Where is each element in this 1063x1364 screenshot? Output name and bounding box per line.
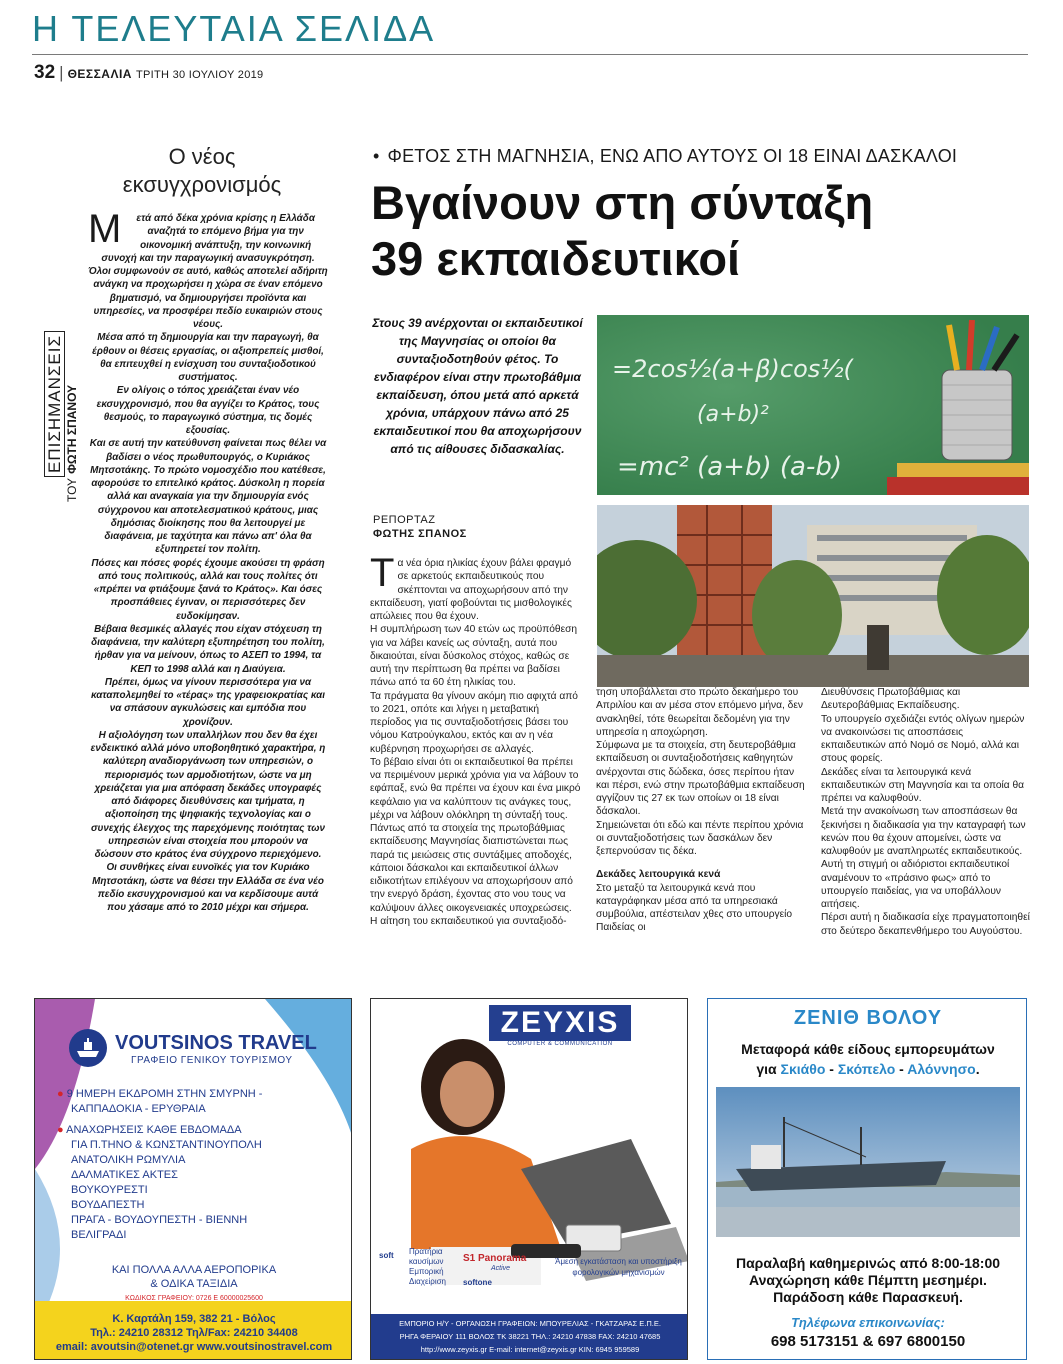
zenith-schedule <box>708 1255 1027 1306</box>
book <box>887 477 1029 495</box>
article-paragraph: Σημειώνεται ότι εδώ και πέντε περίπου χρόνια οι συνταξιοδοτήσεις των δασκάλων δεν ξεπερνούσαν τις δέκα. <box>596 819 804 857</box>
cargo-ship-photo <box>716 1087 1020 1237</box>
opinion-paragraph: Μέσα από τη δημιουργία και την παραγωγή, θα έρθουν οι θέσεις εργασίας, οι αξιοπρεπείς μισθοί, θα επιτευχθεί η ενίσχυση του συνταξιοδοτικού συστήματος. <box>92 332 324 383</box>
article-paragraph: Τα νέα όρια ηλικίας έχουν βάλει φραγμό σε αρκετούς εκπαιδευτικούς που σκέπτονται να αποχωρήσουν από την εκπαίδευση, γιατί φοβούνται τις μισθολογικές απώλειες που θα έχουν. <box>370 551 572 622</box>
article-paragraph: Πάντως από τα στοιχεία της πρωτοβάθμιας εκπαίδευσης Μαγνησίας διαπιστώνεται πως παρά τις μειώσεις στις συντάξιμες αποδοχές, κάποιοι δάσκαλοι και εκπαιδευτικοί άλλων ειδικοτήτων επιλέγουν να αποχωρήσουν από την ενεργό δράση, έχοντας στο νου τους να καλύψουν άλλες οικογενειακές υποχρεώσεις. <box>370 823 573 914</box>
tree <box>752 560 842 670</box>
report-author: ΦΩΤΗΣ ΣΠΑΝΟΣ <box>373 528 467 540</box>
voutsinos-offer-1: ● 9 ΗΜΕΡΗ ΕΚΔΡΟΜΗ ΣΤΗΝ ΣΜΥΡΝΗ - ΚΑΠΠΑΔΟΚΙΑ - ΕΡΥΘΡΑΙΑ <box>57 1088 263 1115</box>
formula-2: (a+b)² <box>697 402 769 427</box>
zenith-pickup: Παραλαβή καθημερινώς από 8:00-18:00 <box>735 1255 1001 1271</box>
pencil-red <box>969 320 972 370</box>
voutsinos-web[interactable]: email: avoutsin@otenet.gr www.voutsinostravel.com <box>55 1341 333 1353</box>
ad-zenith-volou[interactable] <box>707 998 1027 1360</box>
issue-date: ΤΡΙΤΗ 30 ΙΟΥΛΙΟΥ 2019 <box>135 69 264 81</box>
article-kicker: • ΦΕΤΟΣ ΣΤΗ ΜΑΓΝΗΣΙΑ, ΕΝΩ ΑΠΟ ΑΥΤΟΥΣ ΟΙ 18 ΕΙΝΑΙ ΔΑΣΚΑΛΟΙ <box>373 146 958 166</box>
ad-voutsinos-travel[interactable] <box>34 998 352 1360</box>
dest-skiathos: Σκιάθο <box>780 1061 826 1077</box>
school-building-illustration <box>597 505 1029 687</box>
opinion-title: Ο νέος εκσυγχρονισμός <box>122 144 282 197</box>
byline-prefix: ΤΟΥ <box>65 477 79 502</box>
zenith-title: ΖΕΝΙΘ ΒΟΛΟΥ <box>793 1007 943 1029</box>
article-paragraph: Στο μεταξύ τα λειτουργικά κενά που καταγράφηκαν μέσα από τα υπηρεσιακά συμβούλια, απέστειλαν χθες στο υπουργείο Παιδείας οι <box>596 882 793 934</box>
opinion-paragraph: Βέβαια θεσμικές αλλαγές που είχαν στόχευση τη διαφάνεια, την καλύτερη εξυπηρέτηση του πολίτη, ήρθαν για να μείνουν, όπως το ΑΣΕΠ το 1994, τα ΚΕΠ το 1998 αλλά και η Διαύγεια. <box>91 623 325 675</box>
folio <box>34 62 263 84</box>
article-paragraph: Διευθύνσεις Πρωτοβάθμιας και Δευτεροβάθμιας Εκπαίδευσης. <box>821 687 961 712</box>
article-subheading: Δεκάδες λειτουργικά κενά <box>596 869 721 881</box>
zenith-departure: Αναχώρηση κάθε Πέμπτη μεσημέρι. <box>749 1272 987 1288</box>
opinion-paragraph: Μ ετά από δέκα χρόνια κρίσης η Ελλάδα αναζητά το επόμενο βήμα για την οικονομική ανάπτυξη, την κοινωνική συνοχή και την παραγωγική ανασυγκρότηση. <box>88 207 315 264</box>
opinion-paragraph: Όλοι συμφωνούν σε αυτό, καθώς αποτελεί αδήριτη ανάγκη να προχωρήσει η χώρα σε έναν επόμενο βηματισμό, να δημιουργήσει προϊόντα και υπηρεσίες, να προσφέρει πεδίο ευκαιριών στους νέους. <box>88 266 328 330</box>
zeyxis-logo: ZEYXIS <box>489 1005 631 1041</box>
ad-zeyxis[interactable] <box>370 998 688 1360</box>
opinion-byline <box>65 212 79 502</box>
s1-panorama: S1 Panorama <box>463 1253 527 1264</box>
voutsinos-name: VOUTSINOS TRAVEL <box>115 1032 317 1054</box>
article-lead: Στους 39 ανέρχονται οι εκπαιδευτικοί της Μαγνησίας οι οποίοι θα συνταξιοδοτηθούν φέτος. Το ενδιαφέρον είναι στην πρωτοβάθμια εκπαίδευση, όπου μετά από αρκετά χρόνια, υπάρχουν πάνω από 25 εκπαιδευτικοί που θα αποχωρήσουν από τις αίθουσες διδασκαλίας. <box>372 316 583 456</box>
column-name: ΕΠΙΣΗΜΑΝΣΕΙΣ <box>44 331 65 477</box>
zeyxis-service: Άμεση εγκατάσταση και υποστήριξη φορολογικών μηχανισμών <box>555 1257 682 1277</box>
article-paragraph: Η συμπλήρωση των 40 ετών ως προϋπόθεση για να λάβει κανείς ως σύνταξη, αυτά που δικαιούται, είναι δύσκολος στόχος, καθώς σε αυτή την περίπτωση θα πρέπει να βαδίσει πάνω από τα 60 έτη ηλικίας του. <box>370 624 578 689</box>
voutsinos-license: ΚΩΔΙΚΟΣ ΓΡΑΦΕΙΟΥ: 0726 Ε 60000025600 <box>125 1295 263 1302</box>
ground <box>597 655 1029 687</box>
article-column-3 <box>821 686 1030 938</box>
zenith-line-2: για Σκιάθο - Σκόπελο - Αλόννησο. <box>756 1061 980 1077</box>
s1-active: Active <box>491 1265 511 1272</box>
opinion-body <box>88 207 328 914</box>
headline-line-2: 39 εκπαιδευτικοί <box>371 232 741 285</box>
article-column-1 <box>370 551 582 928</box>
soft1-text: Πρατήρια καυσίμων Εμπορική Διαχείριση <box>409 1247 447 1286</box>
zeyxis-tagline: COMPUTER & COMMUNICATION <box>507 1041 613 1047</box>
dest-alonissos: Αλόννησο <box>907 1061 976 1077</box>
article-paragraph: Σύμφωνα με τα στοιχεία, στη δευτεροβάθμια εκπαίδευση οι συνταξιοδοτήσεις καθηγητών ανέρχονται στις δώδεκα, όσες περίπου ήταν και πέρσι, ενώ στην πρωτοβάθμια εκπαίδευση αγγίζουν τις 27 εκ των οποίων οι 18 είναι δάσκαλοι. <box>596 740 805 818</box>
dest-skopelos: Σκόπελο <box>837 1061 896 1077</box>
voutsinos-more: ΚΑΙ ΠΟΛΛΑ ΑΛΛΑ ΑΕΡΟΠΟΡΙΚΑ & ΟΔΙΚΑ ΤΑΞΙΔΙΑ <box>111 1264 277 1290</box>
voutsinos-phones: Τηλ.: 24210 28312 Τηλ/Fax: 24210 34408 <box>90 1327 298 1339</box>
book <box>897 463 1029 477</box>
voutsinos-offer-2: ● ΑΝΑΧΩΡΗΣΕΙΣ ΚΑΘΕ ΕΒΔΟΜΑΔΑ ΓΙΑ Π.ΤΗΝΟ & ΚΩΝΣΤΑΝΤΙΝΟΥΠΟΛΗ ΑΝΑΤΟΛΙΚΗ ΡΩΜΥΛΙΑ ΔΑΛΜΑΤΙΚΕΣ ΑΚΤΕΣ ΒΟΥΚΟΥΡΕΣΤΙ ΒΟΥΔΑΠΕΣΤΗ ΠΡΑΓΑ - ΒΟΥΔΟΥΠΕΣΤΗ - ΒΙΕΝΝΗ ΒΕΛΙΓΡΑΔΙ <box>57 1124 262 1241</box>
article-paragraph: Αυτή τη στιγμή οι αδιόριστοι εκπαιδευτικοί αναμένουν το «πράσινο φως» από το υπουργείο παιδείας, για να υποβάλλουν αιτήσεις. <box>821 859 1010 910</box>
voutsinos-address: Κ. Καρτάλη 159, 382 21 - Βόλος <box>112 1313 276 1325</box>
opinion-paragraph: Πόσες και πόσες φορές έχουμε ακούσει τη φράση από τους πολιτικούς, αλλά και τους πολίτες ότι «πρέπει να φτιάξουμε ξανά το Κράτος». Και όσες προσπάθειες έγιναν, οι περισσότερες δεν ευδοκίμησαν. <box>91 557 325 622</box>
school-building-photo <box>597 505 1029 687</box>
opinion-column-name <box>45 212 65 477</box>
bullet-icon: ● <box>57 1124 64 1136</box>
headline-line-1: Βγαίνουν στη σύνταξη <box>371 176 874 229</box>
article-column-2 <box>596 686 807 935</box>
zenith-phones[interactable]: 698 5173151 & 697 6800150 <box>770 1333 966 1350</box>
article-paragraph: Πέρσι αυτή η διαδικασία είχε πραγματοποιηθεί στο δεύτερο δεκαπενθήμερο του Αυγούστου. <box>821 912 1030 937</box>
opinion-paragraph: Οι συνθήκες είναι ευνοϊκές για τον Κυριάκο Μητσοτάκη, ώστε να θέσει την Ελλάδα σε ένα νέο πεδίο εκσυγχρονισμού και να κερδίσουμε αυτά που χάσαμε από το 2010 μέχρι και σήμερα. <box>92 862 324 913</box>
chalkboard-illustration <box>597 315 1029 495</box>
face <box>440 1061 494 1127</box>
opinion-paragraph: Και σε αυτή την κατεύθυνση φαίνεται πως θέλει να βαδίσει ο νέος πρωθυπουργός, ο Κυριάκος Μητσοτάκης. Το πρώτο νομοσχέδιο που κατέθεσε, αφορούσε το επιτελικό κράτος. Δύσκολη η πορεία αλλά και αναγκαία για την δημιουργία ενός σύγχρονου και αποτελεσματικού κράτους, μιας δημόσιας διοίκησης που θα λειτουργεί με διαφάνεια, με ταχύτητα και πάνω απ' όλα θα εξυπηρετεί τον πολίτη. <box>89 438 327 556</box>
opinion-paragraph: Η αξιολόγηση των υπαλλήλων που δεν θα έχει ενδεικτικό αλλά μόνο υποβοηθητικό χαρακτήρα, η καλύτερη αναδιοργάνωση των υπηρεσιών, ο περιορισμός των αρμοδιοτήτων, ώστε να μη χρειάζεται για μια απόφαση δεκάδες υπογραφές από διάφορες διευθύνσεις και τμήματα, η αξιοποίηση της ψηφιακής τεχνολογίας και ο συνεχής έλεγχος της παρεχόμενης ποιότητας των υπηρεσιών είναι στοιχεία που μπορούν να δώσουν στο κράτος ένα σύγχρονο περιεχόμενο. <box>90 729 326 860</box>
article-paragraph: τηση υποβάλλεται στο πρώτο δεκαήμερο του Απριλίου και αν μέσα στον επόμενο μήνα, δεν ανακληθεί, τότε θεωρείται δεδομένη για την υπηρεσία η αποχώρηση. <box>596 687 803 738</box>
article-paragraph: Η αίτηση του εκπαιδευτικού για συνταξιοδό- <box>370 915 567 927</box>
opinion-vertical-label <box>45 212 85 502</box>
article-headline <box>371 175 1031 287</box>
chalkboard-photo <box>597 315 1029 495</box>
paper-name: ΘΕΣΣΑΛΙΑ <box>67 67 132 81</box>
opinion-paragraph: Εν ολίγοις ο τόπος χρειάζεται έναν νέο εκσυγχρονισμό, που θα αγγίζει το Κράτος, τους θεσμούς, το παραγωγικό σύστημα, τις δομές εξουσίας. <box>96 385 320 436</box>
article-dropcap: Τ <box>370 551 395 595</box>
ship-logo-icon <box>69 1029 107 1067</box>
article-paragraph: Το βέβαιο είναι ότι οι εκπαιδευτικοί θα πρέπει να περιμένουν μερικά χρόνια για να λάβουν το εφάπαξ, ενώ θα πρέπει να έχουν και ένα μικρό κεφάλαιο για να καλύπτουν τις ανάγκες τους, μέχρι να λάβουν ολόκληρη τη σύνταξή τους. <box>370 756 581 821</box>
article-paragraph: Το υπουργείο σχεδιάζει εντός ολίγων ημερών να ανακοινώσει τις αποσπάσεις εκπαιδευτικών από Νομό σε Νομό, αλλά και στους φορείς. <box>821 713 1025 765</box>
article-paragraph: Μετά την ανακοίνωση των αποσπάσεων θα ξεκινήσει η διαδικασία για την καταγραφή των κενών που θα έχουν απομείνει, ώστε να καλυφθούν με αναπληρωτές εκπαιδευτικούς. <box>821 806 1026 857</box>
article-paragraph: Τα πράγματα θα γίνουν ακόμη πιο αφιχτά από το 2021, οπότε και λήγει η μεταβατική περίοδος για τις συνταξιοδοτήσεις βάσει του νόμου Κατρούγκαλου, εκτός και αν η νέα κυβέρνηση προχωρήσει σε αλλαγές. <box>370 690 578 755</box>
voutsinos-contact <box>35 1312 352 1354</box>
formula-1: =2cos½(a+β)cos½( <box>612 355 853 383</box>
zenith-line-1: Μεταφορά κάθε είδους εμπορευμάτων <box>741 1041 995 1057</box>
zeyxis-footer: ΕΜΠΟΡΙΟ Η/Υ - ΟΡΓΑΝΩΣΗ ΓΡΑΦΕΙΩΝ: ΜΠΟΥΡΕΛΙΑΣ - ΓΚΑΤΖΑΡΑΣ Ε.Π.Ε. ΡΗΓΑ ΦΕΡΑΙΟΥ 111 ΒΟΛΟΣ ΤΚ 38221 ΤΗΛ.: 24210 47838 FAX: 24210 47685 http://www.zeyxis.gr E-mail: internet@zeyxis.gr ΚΙΝ: 6945 959589 <box>399 1319 661 1354</box>
zenith-contact-label: Τηλέφωνα επικοινωνίας: <box>791 1315 945 1330</box>
voutsinos-subtitle: ΓΡΑΦΕΙΟ ΓΕΝΙΚΟΥ ΤΟΥΡΙΣΜΟΥ <box>131 1055 293 1066</box>
article-paragraph: Δεκάδες είναι τα λειτουργικά κενά εκπαιδευτικών στη Μαγνησία και τα οποία θα πρέπει να καλυφθούν. <box>821 766 1025 804</box>
opinion-paragraph: Πρέπει, όμως να γίνουν περισσότερα για να καταπολεμηθεί το «τέρας» της γραφειοκρατίας και να σπάσουν αγκυλώσεις και εμπόδια που χρονίζουν. <box>91 676 325 728</box>
kicker-bullet: • <box>373 146 380 166</box>
softone-brand: softone <box>463 1278 492 1287</box>
section-title: Η ΤΕΛΕΥΤΑΙΑ ΣΕΛΙΔΑ <box>32 8 436 49</box>
page-number: 32 <box>34 62 56 83</box>
zeyxis-photo <box>371 999 688 1360</box>
ship-bridge <box>751 1145 781 1169</box>
header-rule <box>32 54 1028 55</box>
folio-divider: | <box>59 63 64 82</box>
soft1-brand: soft <box>379 1251 394 1260</box>
opinion-dropcap: Μ <box>88 207 122 251</box>
zenith-delivery: Παράδοση κάθε Παρασκευή. <box>773 1289 963 1305</box>
byline-author: ΦΩΤΗ ΣΠΑΝΟΥ <box>65 384 79 474</box>
bullet-icon: ● <box>57 1088 64 1100</box>
formula-3: =mc² (a+b) (a-b) <box>617 452 842 482</box>
report-label: ΡΕΠΟΡΤΑΖ <box>373 514 436 526</box>
entrance <box>867 625 889 670</box>
